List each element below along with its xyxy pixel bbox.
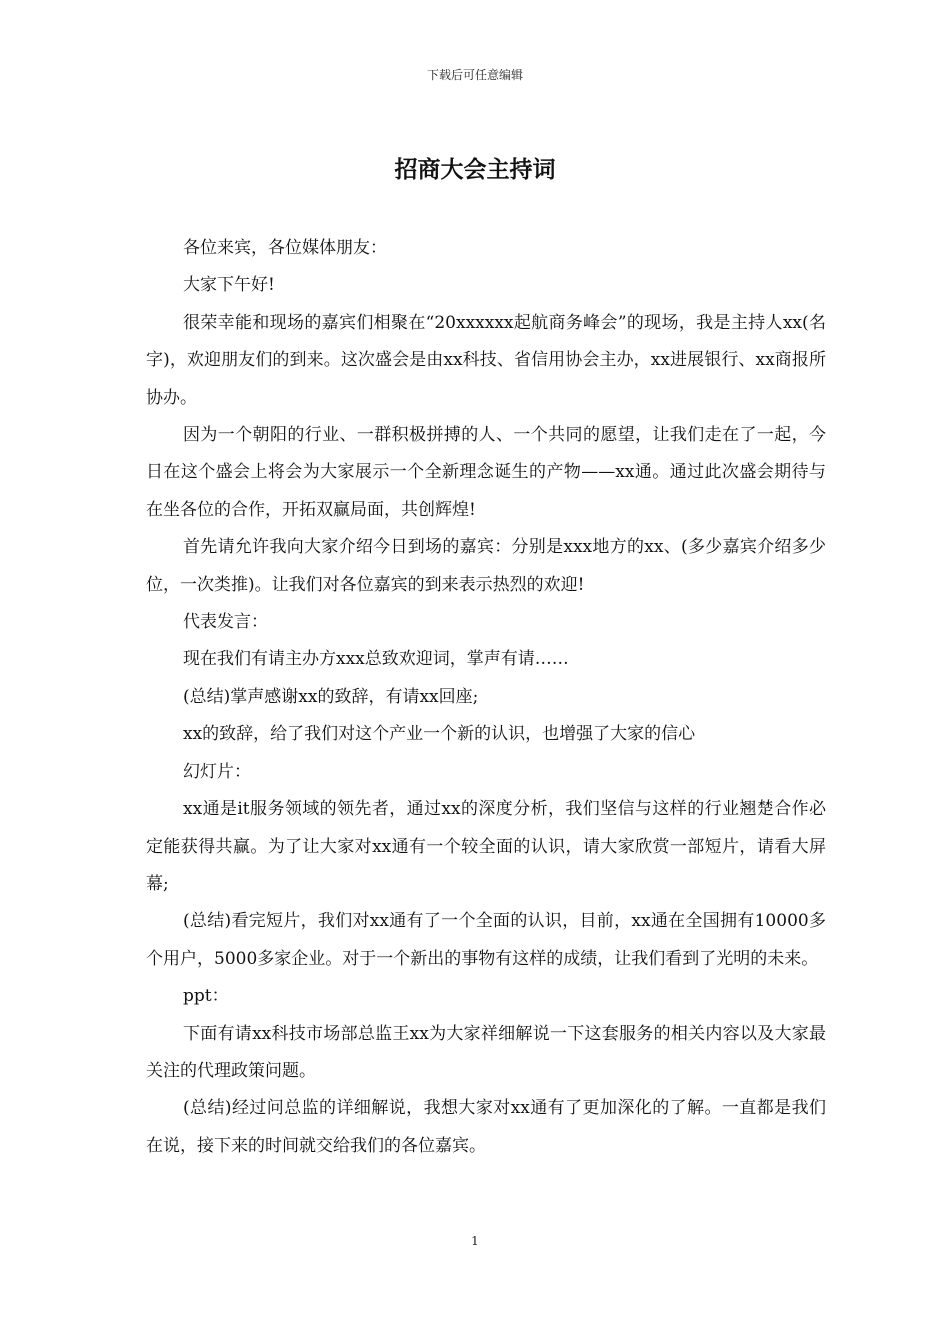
paragraph: 代表发言：	[183, 612, 268, 633]
paragraph: 下面有请xx科技市场部总监王xx为大家祥细解说一下这套服务的相关内容以及大家最关注的代理政策问题。	[146, 1023, 826, 1081]
paragraph: (总结)经过问总监的详细解说，我想大家对xx通有了更加深化的了解。一直都是我们在说，接下来的时间就交给我们的各位嘉宾。	[146, 1098, 826, 1156]
paragraph: (总结)看完短片，我们对xx通有了一个全面的认识，目前，xx通在全国拥有10000多个用户，5000多家企业。对于一个新出的事物有这样的成绩，让我们看到了光明的未来。	[146, 911, 826, 969]
paragraph: 现在我们有请主办方xxx总致欢迎词，掌声有请……	[183, 649, 569, 670]
paragraph: ppt：	[183, 986, 229, 1007]
paragraph: 很荣幸能和现场的嘉宾们相聚在“20xxxxxx起航商务峰会”的现场，我是主持人xx(名字)，欢迎朋友们的到来。这次盛会是由xx科技、省信用协会主办，xx进展银行、xx商报所协办。	[146, 312, 826, 408]
paragraph: 幻灯片：	[183, 761, 251, 782]
page-number: 1	[471, 1234, 479, 1248]
paragraph: 因为一个朝阳的行业、一群积极拼搏的人、一个共同的愿望，让我们走在了一起，今日在这个盛会上将会为大家展示一个全新理念诞生的产物——xx通。通过此次盛会期待与在坐各位的合作，开拓双赢局面，共创辉煌!	[146, 425, 826, 520]
paragraph: 各位来宾，各位媒体朋友：	[183, 238, 387, 258]
paragraph: xx通是it服务领域的领先者，通过xx的深度分析，我们坚信与这样的行业翘楚合作必定能获得共赢。为了让大家对xx通有一个较全面的认识，请大家欣赏一部短片，请看大屏幕;	[146, 799, 826, 894]
paragraph: 大家下午好!	[183, 275, 275, 296]
page-header: 下载后可任意编辑	[426, 68, 523, 82]
paragraph: xx的致辞，给了我们对这个产业一个新的认识，也增强了大家的信心	[183, 724, 696, 745]
paragraph: (总结)掌声感谢xx的致辞，有请xx回座;	[183, 686, 479, 707]
document-body	[146, 230, 826, 1165]
paragraph: 首先请允许我向大家介绍今日到场的嘉宾：分别是xxx地方的xx、(多少嘉宾介绍多少位，一次类推)。让我们对各位嘉宾的到来表示热烈的欢迎!	[146, 537, 826, 595]
document-title: 招商大会主持词	[394, 156, 556, 183]
